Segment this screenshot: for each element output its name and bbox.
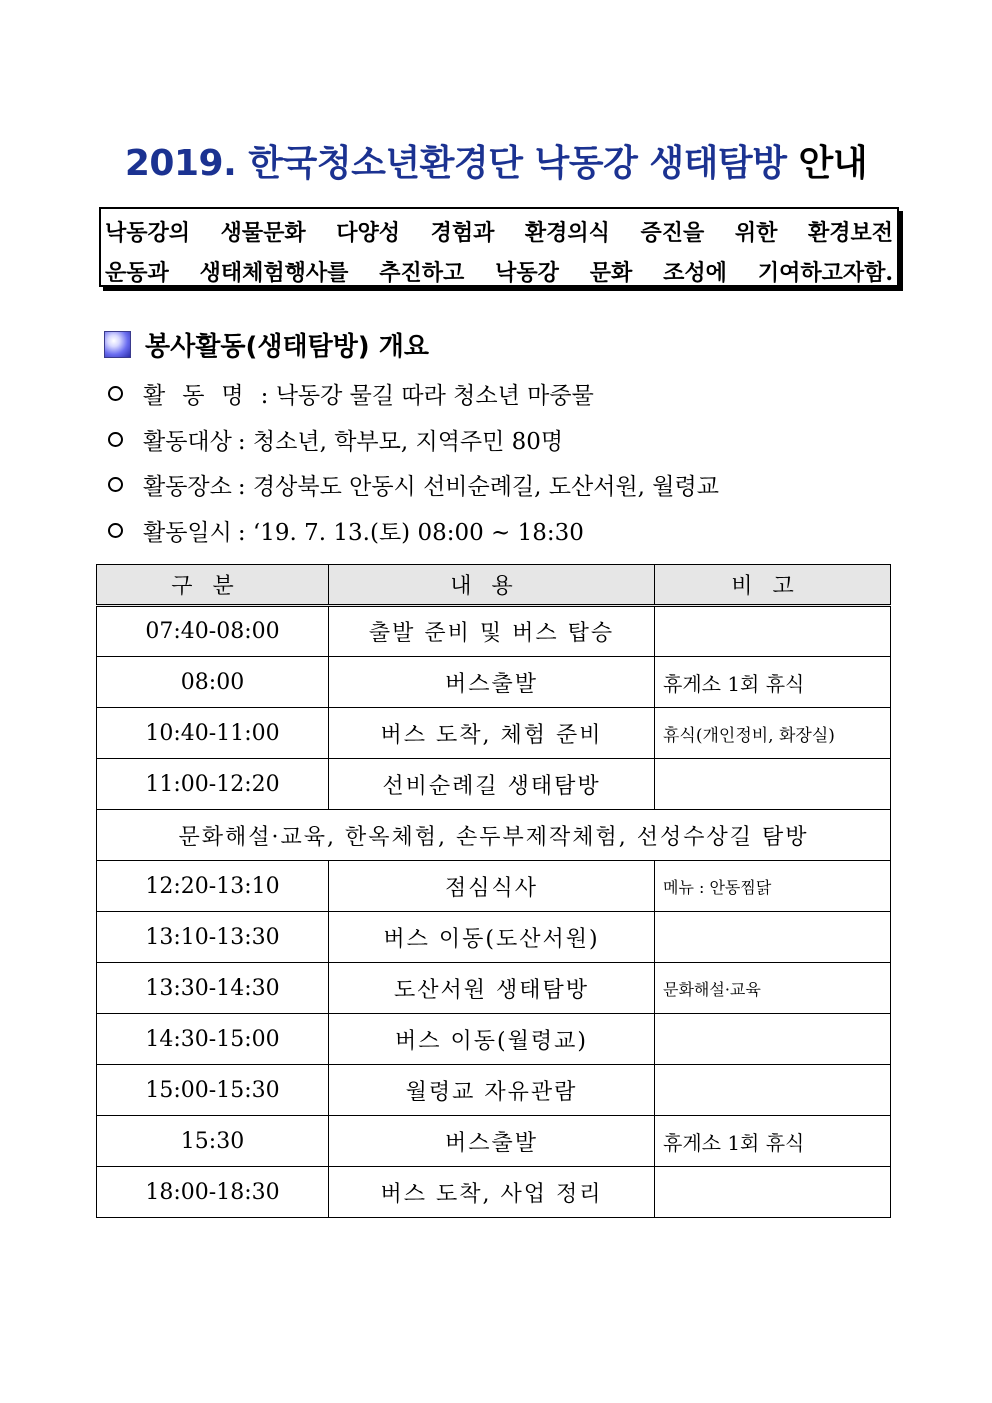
info-target	[108, 423, 563, 456]
circle-bullet-icon	[108, 432, 123, 447]
row-note: 휴게소 1회 휴식	[655, 657, 891, 708]
row-time: 13:10-13:30	[97, 912, 329, 963]
row-note	[655, 912, 891, 963]
row-time: 15:30	[97, 1116, 329, 1167]
row-content: 버스출발	[329, 1116, 655, 1167]
table-row	[97, 1167, 891, 1218]
row-merged-content: 문화해설·교육, 한옥체험, 손두부제작체험, 선성수상길 탐방	[97, 810, 891, 861]
info-key: 활동명	[143, 383, 261, 409]
info-value: : 청소년, 학부모, 지역주민 80명	[237, 429, 564, 455]
intro-line-1: 낙동강의 생물문화 다양성 경험과 환경의식 증진을 위한 환경보전	[105, 220, 893, 246]
table-row	[97, 963, 891, 1014]
page-title-suffix: 안내	[798, 143, 868, 184]
row-note	[655, 759, 891, 810]
row-content: 버스 도착, 체험 준비	[329, 708, 655, 759]
row-note	[655, 1167, 891, 1218]
row-time: 10:40-11:00	[97, 708, 329, 759]
table-row-merged	[97, 810, 891, 861]
row-content: 버스 이동(월령교)	[329, 1014, 655, 1065]
row-time: 15:00-15:30	[97, 1065, 329, 1116]
row-content: 출발 준비 및 버스 탑승	[329, 606, 655, 657]
row-content: 버스 이동(도산서원)	[329, 912, 655, 963]
row-note	[655, 1014, 891, 1065]
table-row	[97, 606, 891, 657]
intro-box	[99, 207, 899, 287]
row-content: 도산서원 생태탐방	[329, 963, 655, 1014]
info-location	[108, 468, 719, 501]
row-note: 휴게소 1회 휴식	[655, 1116, 891, 1167]
row-note: 휴식(개인정비, 화장실)	[655, 708, 891, 759]
info-datetime	[108, 514, 584, 547]
row-time: 12:20-13:10	[97, 861, 329, 912]
square-bullet-icon	[104, 331, 131, 358]
page-title-main: 2019. 한국청소년환경단 낙동강 생태탐방	[124, 143, 787, 184]
info-activity-name	[108, 377, 594, 410]
row-content: 선비순례길 생태탐방	[329, 759, 655, 810]
row-note: 메뉴 : 안동찜닭	[655, 861, 891, 912]
table-header-row	[97, 565, 891, 606]
table-row	[97, 1065, 891, 1116]
section-heading-label: 봉사활동(생태탐방) 개요	[145, 331, 429, 362]
schedule-table	[96, 564, 891, 1218]
table-row	[97, 912, 891, 963]
section-heading	[104, 324, 429, 364]
row-time: 08:00	[97, 657, 329, 708]
circle-bullet-icon	[108, 386, 123, 401]
table-row	[97, 1014, 891, 1065]
row-content: 점심식사	[329, 861, 655, 912]
row-time: 07:40-08:00	[97, 606, 329, 657]
page-title	[0, 135, 992, 186]
circle-bullet-icon	[108, 523, 123, 538]
info-value: : ‘19. 7. 13.(토) 08:00 ~ 18:30	[237, 520, 584, 546]
info-value: : 경상북도 안동시 선비순례길, 도산서원, 월령교	[237, 474, 719, 500]
info-key: 활동일시	[143, 520, 232, 546]
circle-bullet-icon	[108, 477, 123, 492]
row-content: 월령교 자유관람	[329, 1065, 655, 1116]
intro-line-2: 운동과 생태체험행사를 추진하고 낙동강 문화 조성에 기여하고자함.	[105, 260, 893, 286]
row-note: 문화해설·교육	[655, 963, 891, 1014]
header-content: 내용	[329, 565, 655, 606]
table-row	[97, 861, 891, 912]
table-row	[97, 759, 891, 810]
row-note	[655, 1065, 891, 1116]
header-remarks: 비고	[655, 565, 891, 606]
row-time: 13:30-14:30	[97, 963, 329, 1014]
table-row	[97, 657, 891, 708]
row-time: 14:30-15:00	[97, 1014, 329, 1065]
info-key: 활동대상	[143, 429, 232, 455]
info-value: : 낙동강 물길 따라 청소년 마중물	[260, 383, 594, 409]
row-content: 버스출발	[329, 657, 655, 708]
row-time: 11:00-12:20	[97, 759, 329, 810]
header-category: 구분	[97, 565, 329, 606]
info-key: 활동장소	[143, 474, 232, 500]
table-row	[97, 708, 891, 759]
row-note	[655, 606, 891, 657]
row-content: 버스 도착, 사업 정리	[329, 1167, 655, 1218]
row-time: 18:00-18:30	[97, 1167, 329, 1218]
table-row	[97, 1116, 891, 1167]
